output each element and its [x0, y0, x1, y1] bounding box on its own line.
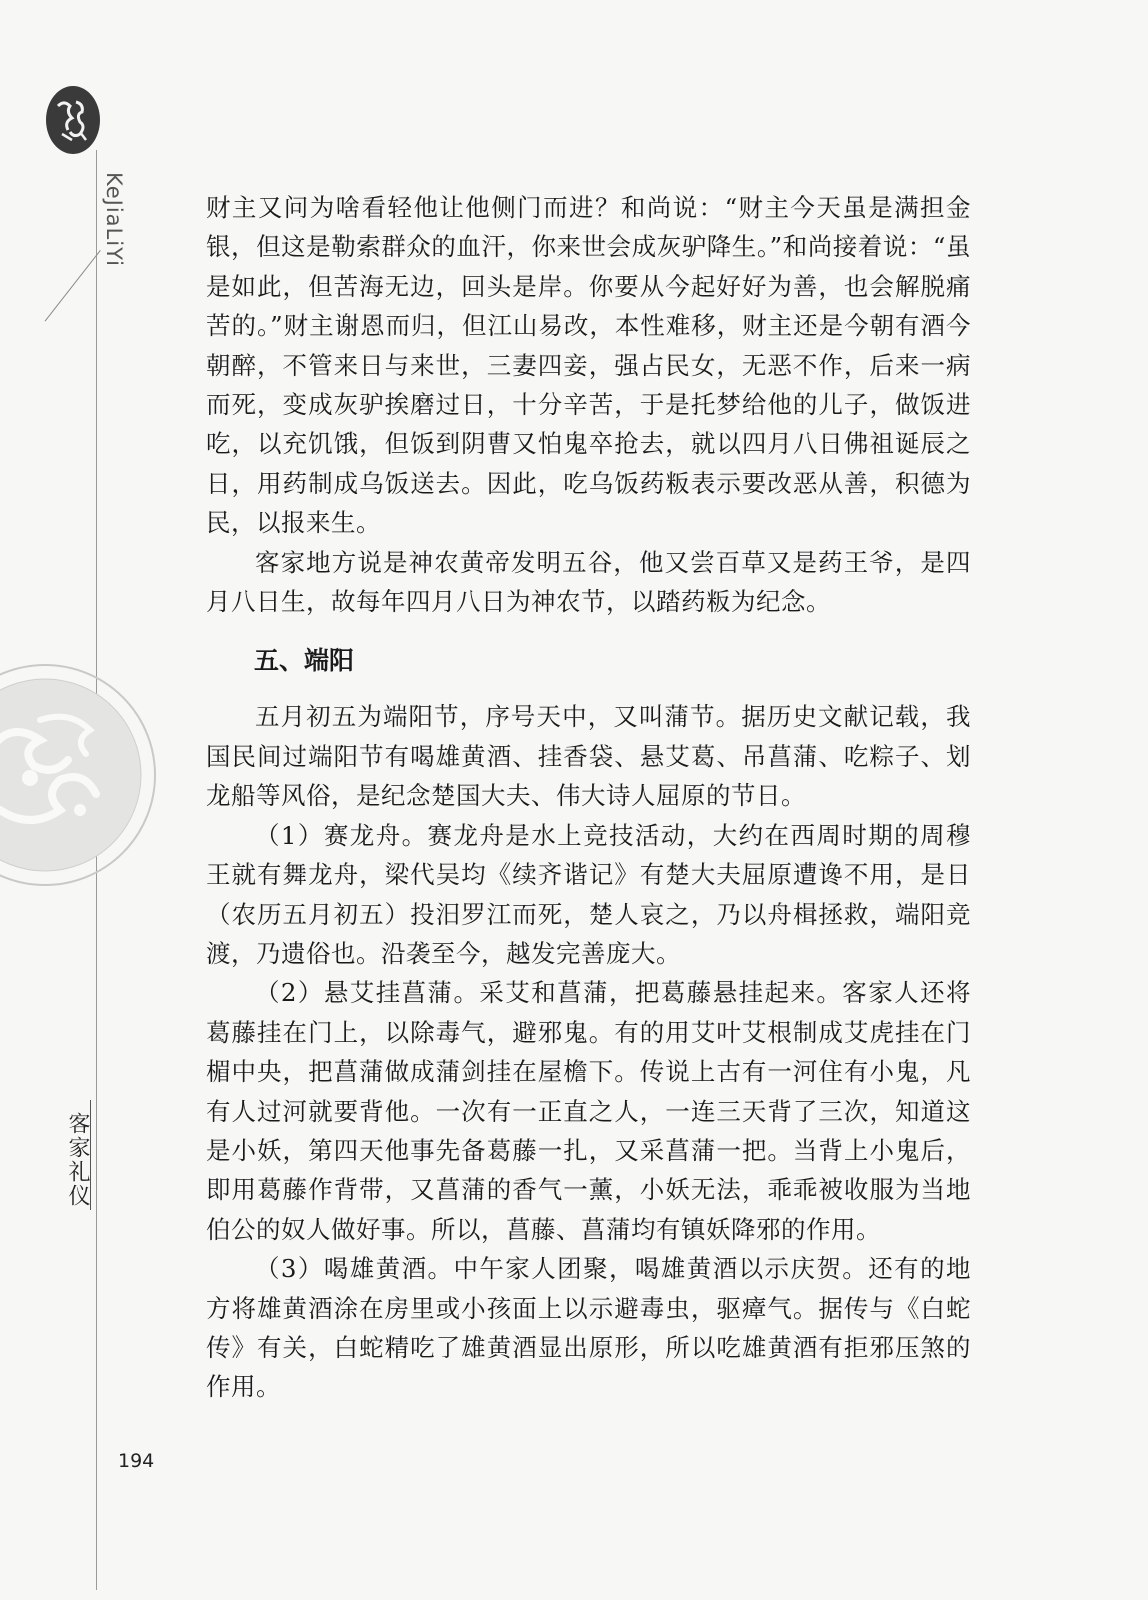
paragraph: （1）赛龙舟。赛龙舟是水上竞技活动，大约在西周时期的周穆王就有舞龙舟，梁代吴均《续齐谐记》有楚大夫屈原遭谗不用，是日（农历五月初五）投汨罗江而死，楚人哀之，乃以舟楫拯救，端阳竞渡，乃遗俗也。沿袭至今，越发完善庞大。 [206, 820, 971, 968]
paragraph: （2）悬艾挂菖蒲。采艾和菖蒲，把葛藤悬挂起来。客家人还将葛藤挂在门上，以除毒气，避邪鬼。有的用艾叶艾根制成艾虎挂在门楣中央，把菖蒲做成蒲剑挂在屋檐下。传说上古有一河住有小鬼，凡有人过河就要背他。一次有一正直之人，一连三天背了三次，知道这是小妖，第四天他事先备葛藤一扎，又采菖蒲一把。当背上小鬼后，即用葛藤作背带，又菖蒲的香气一薰，小妖无法，乖乖被收服为当地伯公的奴人做好事。所以，菖藤、菖蒲均有镇妖降邪的作用。 [206, 978, 971, 1244]
paragraph: 五月初五为端阳节，序号天中，又叫蒲节。据历史文献记载，我国民间过端阳节有喝雄黄酒、挂香袋、悬艾葛、吊菖蒲、吃粽子、划龙船等风俗，是纪念楚国大夫、伟大诗人屈原的节日。 [206, 702, 971, 811]
paragraph: 财主又问为啥看轻他让他侧门而进？和尚说：“财主今天虽是满担金银，但这是勒索群众的血汗，你来世会成灰驴降生。”和尚接着说：“虽是如此，但苦海无边，回头是岸。你要从今起好好为善，也会解脱痛苦的。”财主谢恩而归，但江山易改，本性难移，财主还是今朝有酒今朝醉，不管来日与来世，三妻四妾，强占民女，无恶不作，后来一病而死，变成灰驴挨磨过日，十分辛苦，于是托梦给他的儿子，做饭进吃，以充饥饿，但饭到阴曹又怕鬼卒抢去，就以四月八日佛祖诞辰之日，用药制成乌饭送去。因此，吃乌饭药粄表示要改恶从善，积德为民，以报来生。 [206, 193, 971, 538]
main-text-body [206, 188, 971, 1407]
seal-logo-icon [44, 84, 102, 156]
book-title: 客家礼仪 [65, 1112, 90, 1208]
pinyin-header: KeJiaLiYi [102, 172, 126, 267]
paragraph: 客家地方说是神农黄帝发明五谷，他又尝百草又是药王爷，是四月八日生，故每年四月八日为神农节，以踏药粄为纪念。 [206, 547, 971, 617]
paragraph: （3）喝雄黄酒。中午家人团聚，喝雄黄酒以示庆贺。还有的地方将雄黄酒涂在房里或小孩面上以示避毒虫，驱瘴气。据传与《白蛇传》有关，白蛇精吃了雄黄酒显出原形，所以吃雄黄酒有拒邪压煞的作用。 [206, 1254, 971, 1402]
cloud-pattern-medallion-icon [0, 660, 160, 890]
margin-slash-decoration [45, 250, 101, 322]
page-number: 194 [118, 1450, 155, 1472]
section-title: 五、端阳 [254, 646, 355, 676]
